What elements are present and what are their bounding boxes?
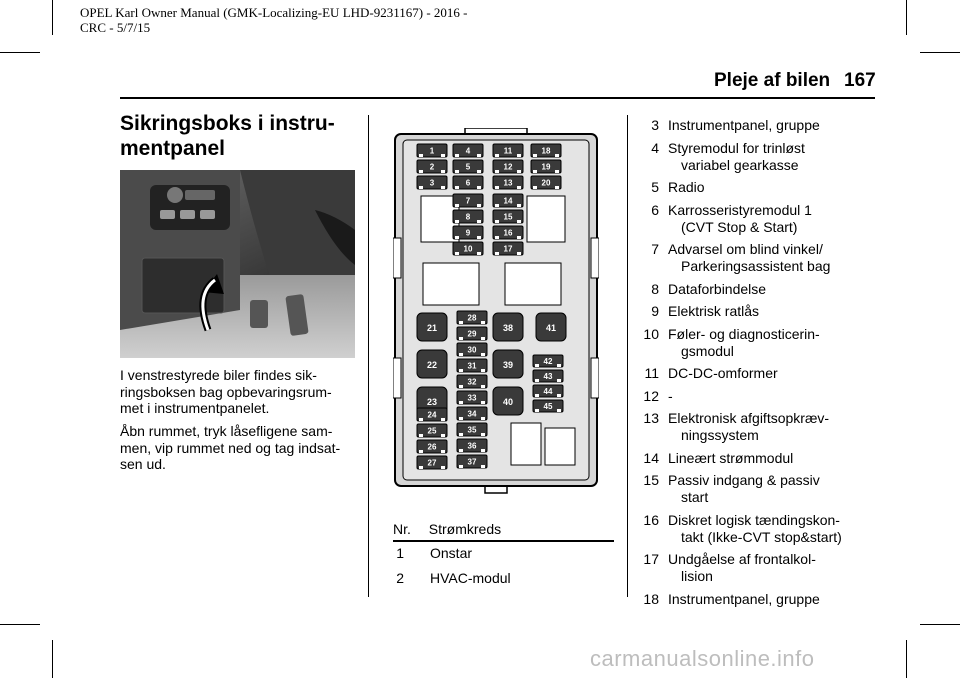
fuse-number: 9: [651, 303, 659, 319]
fuse-number: 7: [651, 241, 659, 257]
fuse-pin: [495, 170, 499, 173]
fuse-label: 1: [429, 146, 435, 156]
fuse-pin: [555, 186, 559, 189]
page-heading: [120, 111, 360, 161]
circuit-name-line: Elektronisk afgiftsopkræv-: [668, 410, 830, 426]
watermark: carmanualsonline.info: [590, 646, 815, 671]
fuse-label: 26: [427, 442, 437, 452]
fuse-label: 40: [502, 397, 514, 407]
fuse-pin: [481, 465, 485, 468]
fuse-3: [417, 176, 447, 189]
fuse-label: 24: [427, 410, 437, 420]
circuit-name: [668, 303, 759, 320]
fuse-33: [457, 391, 487, 404]
crop-mark: [0, 52, 40, 53]
fuse-label: 37: [467, 457, 477, 467]
fuse-pin: [557, 409, 561, 412]
circuit-name: HVAC-modul: [430, 570, 511, 586]
fuse-pin: [495, 220, 499, 223]
fuse-1: [417, 144, 447, 157]
fuse-pin: [555, 170, 559, 173]
fuse-pin: [481, 369, 485, 372]
circuit-name-line: ningssystem: [681, 427, 759, 443]
fuse-6: [453, 176, 483, 189]
circuit-name-line: lision: [681, 568, 713, 584]
fuse-number: 4: [651, 139, 659, 156]
fuse-pin: [481, 433, 485, 436]
fuse-label: 27: [427, 458, 437, 468]
fuse-label: 20: [541, 178, 551, 188]
fuse-label: 31: [467, 361, 477, 371]
fuse-label: 42: [543, 357, 553, 366]
fuse-number: 18: [643, 590, 659, 607]
fuse-pin: [517, 186, 521, 189]
fuse-label: 22: [426, 360, 438, 370]
fuse-number: 11: [644, 365, 659, 381]
fuse-number: 5: [651, 179, 659, 195]
column-header-nr: Nr.: [393, 521, 411, 537]
fuse-label: 3: [429, 178, 435, 188]
fuse-pin: [477, 154, 481, 157]
fuse-25: [417, 424, 447, 437]
fuse-pin: [419, 170, 423, 173]
circuit-name-line: Karrosseristyremodul 1: [668, 201, 812, 218]
fuse-pin: [495, 252, 499, 255]
fuse-pin: [477, 236, 481, 239]
fuse-pin: [517, 204, 521, 207]
crop-mark: [0, 624, 40, 625]
fuse-20: [531, 176, 561, 189]
circuit-name: [668, 140, 805, 174]
fuse-pin: [441, 154, 445, 157]
fuse-pin: [477, 204, 481, 207]
fuse-pin: [481, 385, 485, 388]
fuse-label: 32: [467, 377, 477, 387]
document-id-line1: OPEL Karl Owner Manual (GMK-Localizing-EU LHD-9231167) - 2016 -: [80, 5, 468, 20]
heading-line1: Sikringsboks i instru-: [120, 112, 335, 135]
fuse-label: 15: [503, 212, 513, 222]
fuse-label: 18: [541, 146, 551, 156]
fuse-pin: [517, 220, 521, 223]
fuse-pin: [419, 466, 423, 469]
fuse-15: [493, 210, 523, 223]
fuse-8: [453, 210, 483, 223]
fuse-label: 28: [467, 313, 477, 323]
fuse-box-diagram: [393, 128, 599, 498]
fuse-pin: [535, 364, 539, 367]
fuse-label: 44: [543, 387, 553, 396]
fuse-pin: [419, 186, 423, 189]
text-line: I venstrestyrede biler findes sik-: [120, 367, 317, 383]
fuse-label: 11: [503, 146, 513, 156]
fuse-27: [417, 456, 447, 469]
circuit-name-line: Føler- og diagnosticerin-: [668, 325, 820, 342]
circuit-name: [668, 281, 766, 298]
fuse-42: [533, 355, 563, 367]
fuse-label: 14: [503, 196, 513, 206]
fuse-pin: [459, 369, 463, 372]
fuse-16: [493, 226, 523, 239]
fuse-label: 45: [543, 402, 553, 411]
fuse-38: [493, 313, 523, 341]
circuit-name: [668, 326, 820, 360]
fuse-36: [457, 439, 487, 452]
fuse-label: 21: [426, 323, 438, 333]
fuse-number: 3: [651, 117, 659, 133]
fuse-label: 41: [545, 323, 557, 333]
fuse-18: [531, 144, 561, 157]
fuse-label: 12: [503, 162, 513, 172]
fuse-12: [493, 160, 523, 173]
circuit-name: [668, 202, 812, 236]
circuit-name-line: Lineært strømmodul: [668, 449, 794, 466]
fuse-pin: [455, 236, 459, 239]
fuse-pin: [555, 154, 559, 157]
fuse-pin: [419, 434, 423, 437]
dashboard-illustration: [120, 170, 355, 358]
fuse-pin: [419, 450, 423, 453]
fuse-pin: [535, 379, 539, 382]
circuit-name: [668, 388, 673, 405]
dashboard-photo: [120, 170, 355, 358]
text-line: met i instrumentpanelet.: [120, 400, 270, 416]
fuse-label: 9: [465, 228, 471, 238]
fuse-pin: [419, 154, 423, 157]
fuse-pin: [455, 220, 459, 223]
fuse-number: 17: [643, 551, 659, 567]
fuse-number: 2: [396, 570, 404, 586]
circuit-name-line: Styremodul for trinløst: [668, 139, 805, 156]
circuit-name-line: Parkeringsassistent bag: [681, 258, 831, 274]
fuse-pin: [481, 353, 485, 356]
fuse-pin: [533, 154, 537, 157]
text-line: sen ud.: [120, 456, 166, 472]
fuse-44: [533, 385, 563, 397]
fuse-9: [453, 226, 483, 239]
fuse-label: 19: [541, 162, 551, 172]
fuse-number: 13: [643, 410, 659, 426]
crop-mark: [906, 640, 907, 678]
fuse-number: 10: [643, 325, 659, 342]
fuse-11: [493, 144, 523, 157]
fuse-13: [493, 176, 523, 189]
fuse-label: 8: [465, 212, 471, 222]
fuse-label: 6: [465, 178, 471, 188]
fuse-pin: [459, 401, 463, 404]
fuse-35: [457, 423, 487, 436]
fuse-45: [533, 400, 563, 412]
fuse-pin: [459, 385, 463, 388]
fuse-pin: [481, 417, 485, 420]
fuse-label: 16: [503, 228, 513, 238]
fuse-pin: [455, 252, 459, 255]
circuit-name: [668, 117, 820, 134]
fuse-pin: [419, 418, 423, 421]
crop-mark: [52, 0, 53, 35]
circuit-name-line: Diskret logisk tændingskon-: [668, 511, 840, 528]
fuse-pin: [481, 449, 485, 452]
fuse-pin: [441, 418, 445, 421]
crop-mark: [920, 624, 960, 625]
circuit-name: [668, 472, 820, 506]
fuse-pin: [477, 252, 481, 255]
circuit-name-line: Elektrisk ratlås: [668, 303, 760, 319]
fuse-pin: [459, 337, 463, 340]
fuse-5: [453, 160, 483, 173]
fuse-32: [457, 375, 487, 388]
circuit-name-line: variabel gearkasse: [681, 156, 799, 173]
fuse-39: [493, 350, 523, 378]
instruction-paragraph-1: [120, 367, 360, 417]
fuse-pin: [481, 401, 485, 404]
fuse-label: 17: [503, 244, 513, 254]
fuse-pin: [495, 236, 499, 239]
crop-mark: [920, 52, 960, 53]
fuse-pin: [455, 204, 459, 207]
fuse-17: [493, 242, 523, 255]
fuse-pin: [535, 394, 539, 397]
fuse-pin: [455, 170, 459, 173]
text-line: Åbn rummet, tryk låsefligene sam-: [120, 423, 333, 439]
fuse-label: 29: [467, 329, 477, 339]
circuit-name-line: Dataforbindelse: [668, 280, 767, 297]
circuit-name-line: Instrumentpanel, gruppe: [668, 117, 820, 133]
fuse-31: [457, 359, 487, 372]
fuse-pin: [481, 321, 485, 324]
fuse-pin: [459, 417, 463, 420]
fuse-pin: [517, 154, 521, 157]
fuse-pin: [517, 236, 521, 239]
fuse-4: [453, 144, 483, 157]
column-divider: [368, 115, 369, 597]
fuse-pin: [441, 434, 445, 437]
fuse-24: [417, 408, 447, 421]
fuse-19: [531, 160, 561, 173]
circuit-name: [668, 450, 793, 467]
fuse-28: [457, 311, 487, 324]
section-title: Pleje af bilen: [714, 70, 831, 91]
fuse-label: 5: [465, 162, 471, 172]
circuit-name-line: Undgåelse af frontalkol-: [668, 551, 816, 567]
fuse-pin: [557, 364, 561, 367]
fuse-pin: [495, 186, 499, 189]
circuit-name-line: -: [668, 387, 673, 404]
fuse-37: [457, 455, 487, 468]
fuse-2: [417, 160, 447, 173]
fuse-14: [493, 194, 523, 207]
fuse-pin: [459, 449, 463, 452]
fuse-pin: [495, 154, 499, 157]
fuse-label: 35: [467, 425, 477, 435]
fuse-label: 30: [467, 345, 477, 355]
fuse-7: [453, 194, 483, 207]
fuse-pin: [441, 186, 445, 189]
table-header: [393, 521, 501, 537]
fuse-number: 15: [643, 472, 659, 488]
fuse-pin: [533, 186, 537, 189]
circuit-name: Onstar: [430, 545, 473, 561]
fuse-pin: [441, 450, 445, 453]
header-rule: [120, 97, 875, 99]
crop-mark: [906, 0, 907, 35]
fuse-pin: [459, 433, 463, 436]
fuse-number: 1: [396, 545, 404, 561]
fuse-label: 34: [467, 409, 477, 419]
document-id-line2: CRC - 5/7/15: [80, 20, 151, 35]
fuse-number: 6: [651, 201, 659, 218]
fuse-pin: [477, 170, 481, 173]
fuse-43: [533, 370, 563, 382]
fuse-label: 36: [467, 441, 477, 451]
fuse-pin: [517, 170, 521, 173]
document-id: [80, 5, 468, 35]
fuse-34: [457, 407, 487, 420]
fuse-pin: [459, 353, 463, 356]
heading-line2: mentpanel: [120, 137, 226, 160]
fuse-label: 23: [426, 397, 438, 407]
fuse-pin: [557, 379, 561, 382]
circuit-name-line: gsmodul: [681, 342, 734, 359]
circuit-name: [668, 241, 830, 275]
fuse-label: 4: [465, 146, 471, 156]
fuse-label: 33: [467, 393, 477, 403]
fuse-pin: [517, 252, 521, 255]
circuit-name-line: Instrumentpanel, gruppe: [668, 590, 820, 607]
fuse-label: 13: [503, 178, 513, 188]
circuit-name-line: start: [681, 489, 709, 505]
fuse-pin: [441, 170, 445, 173]
fuse-box-svg: [393, 128, 599, 498]
fuse-pin: [535, 409, 539, 412]
column-divider: [627, 115, 628, 597]
fuse-label: 39: [502, 360, 514, 370]
fuse-10: [453, 242, 483, 255]
fuse-pin: [455, 186, 459, 189]
fuse-22: [417, 350, 447, 378]
column-header-circuit: Strømkreds: [428, 521, 502, 537]
fuse-21: [417, 313, 447, 341]
fuse-41: [536, 313, 566, 341]
table-header-rule: [393, 540, 614, 542]
fuse-pin: [477, 220, 481, 223]
fuse-pin: [441, 466, 445, 469]
fuse-label: 43: [543, 372, 553, 381]
fuse-30: [457, 343, 487, 356]
fuse-number: 8: [651, 280, 659, 297]
fuse-label: 10: [463, 244, 473, 254]
circuit-name-line: Advarsel om blind vinkel/: [668, 241, 823, 257]
fuse-pin: [557, 394, 561, 397]
fuse-number: 14: [643, 449, 659, 466]
fuse-pin: [533, 170, 537, 173]
circuit-name-line: (CVT Stop & Start): [681, 218, 798, 235]
circuit-name: [668, 591, 820, 608]
fuse-label: 38: [502, 323, 514, 333]
fuse-29: [457, 327, 487, 340]
circuit-name: [668, 551, 816, 585]
fuse-pin: [481, 337, 485, 340]
text-line: ringsboksen bag opbevaringsrum-: [120, 383, 332, 400]
circuit-name: [668, 410, 829, 444]
fuse-pin: [459, 321, 463, 324]
fuse-number: 12: [643, 387, 659, 404]
text-line: men, vip rummet ned og tag indsat-: [120, 439, 341, 456]
fuse-26: [417, 440, 447, 453]
circuit-name: [668, 512, 842, 546]
fuse-number: 16: [643, 511, 659, 528]
circuit-name: [668, 179, 705, 196]
fuse-pin: [477, 186, 481, 189]
circuit-name-line: takt (Ikke-CVT stop&start): [681, 528, 842, 545]
circuit-name-line: Radio: [668, 179, 705, 195]
page-number: 167: [844, 70, 876, 91]
fuse-pin: [455, 154, 459, 157]
circuit-name: [668, 365, 778, 382]
instruction-paragraph-2: [120, 423, 360, 473]
fuse-label: 25: [427, 426, 437, 436]
fuse-label: 7: [465, 196, 471, 206]
circuit-name-line: Passiv indgang & passiv: [668, 472, 820, 488]
fuse-label: 2: [429, 162, 435, 172]
fuse-40: [493, 387, 523, 415]
crop-mark: [52, 640, 53, 678]
fuse-pin: [459, 465, 463, 468]
fuse-pin: [495, 204, 499, 207]
circuit-name-line: DC-DC-omformer: [668, 365, 778, 381]
